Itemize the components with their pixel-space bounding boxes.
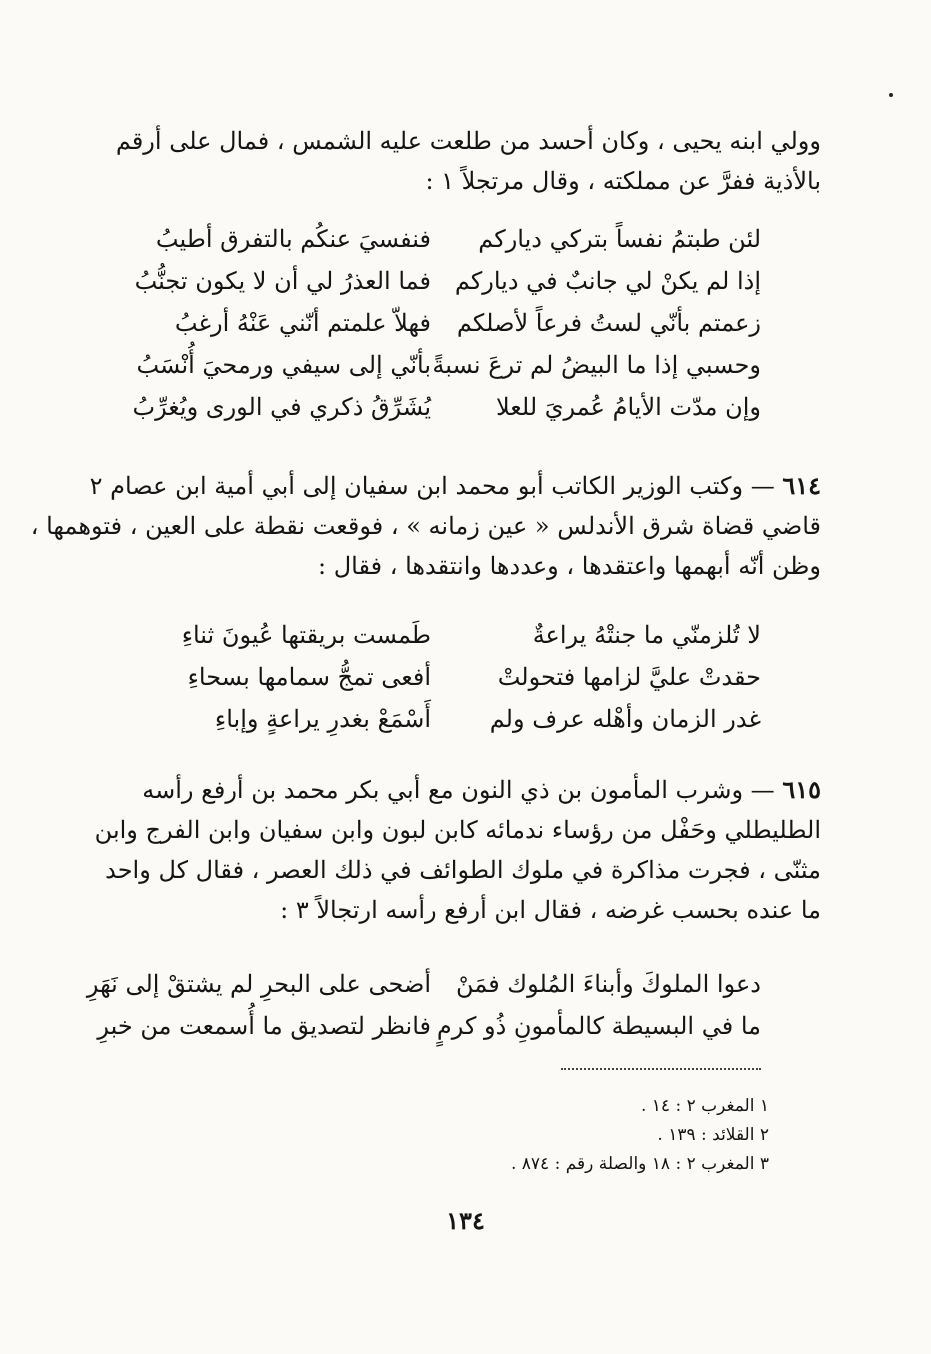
text-line: [89, 466, 821, 506]
text-line: ما عنده بحسب غرضه ، فقال ابن أرفع رأسه ارتجالاً ٣ :: [280, 896, 821, 924]
verse: [121, 302, 761, 344]
second-hemistich: طَمست بريقتها عُيونَ ثناءِ: [181, 621, 431, 649]
verse: [121, 614, 761, 656]
verse: [121, 218, 761, 260]
verse: [121, 698, 761, 740]
verse: [86, 963, 761, 1005]
poem-3: [86, 963, 761, 1047]
page-number: ١٣٤: [446, 1206, 485, 1235]
first-hemistich: ما في البسيطة كالمأمونِ ذُو كرمٍ: [436, 1012, 761, 1040]
footnote: ٢ القلائد : ١٣٩ .: [657, 1125, 769, 1145]
poem-1: [121, 218, 761, 428]
paragraph-614: [30, 466, 821, 586]
paragraph-intro: [101, 121, 821, 201]
second-hemistich: فما العذرُ لي أن لا يكون تجنُّبُ: [134, 267, 431, 295]
text-line: وولي ابنه يحيى ، وكان أحسد من طلعت عليه الشمس ، فمال على أرقم: [115, 127, 821, 155]
text-line: قاضي قضاة شرق الأندلس « عين زمانه » ، فوقعت نقطة على العين ، فتوهمها ،: [30, 512, 821, 540]
paragraph-615: [94, 770, 821, 930]
text-line: مثنّى ، فجرت مذاكرة في ملوك الطوائف في ذلك العصر ، فقال كل واحد: [105, 856, 821, 884]
first-hemistich: لئن طبتمُ نفساً بتركي دياركم: [478, 225, 761, 253]
footnote: ١ المغرب ٢ : ١٤ .: [640, 1096, 769, 1116]
first-hemistich: غدر الزمان وأهْله عرف ولم: [489, 705, 761, 733]
second-hemistich: أفعى تمجُّ سمامها بسحاءِ: [187, 663, 431, 691]
ink-speck: [889, 93, 893, 97]
first-hemistich: إذا لم يكنْ لي جانبٌ في دياركم: [454, 267, 761, 295]
second-hemistich: بأنّي إلى سيفي ورمحيَ أُنْسَبُ: [136, 351, 431, 379]
text-line-content: — وكتب الوزير الكاتب أبو محمد ابن سفيان إلى أبي أمية ابن عصام ٢: [89, 472, 775, 500]
verse: [121, 260, 761, 302]
footnotes: [369, 1092, 769, 1179]
first-hemistich: زعمتم بأنّي لستُ فرعاً لأصلكم: [456, 309, 761, 337]
second-hemistich: أضحى على البحرِ لم يشتقْ إلى نَهَرِ: [86, 970, 431, 998]
poem-2: [121, 614, 761, 740]
verse: [121, 344, 761, 386]
footnote-divider: [561, 1068, 761, 1070]
second-hemistich: فهلاّ علمتم أنّني عَنْهُ أرغبُ: [174, 309, 431, 337]
second-hemistich: فنفسيَ عنكُم بالتفرق أطيبُ: [155, 225, 431, 253]
verse: [97, 1005, 761, 1047]
first-hemistich: وإن مدّت الأيامُ عُمريَ للعلا: [495, 393, 761, 421]
second-hemistich: يُشَرِّقُ ذكري في الورى ويُغرِّبُ: [132, 393, 431, 421]
paragraph-number: ٦١٥: [782, 775, 821, 804]
text-line: وظن أنّه أبهمها واعتقدها ، وعددها وانتقدها ، فقال :: [317, 552, 821, 580]
verse: [121, 386, 761, 428]
first-hemistich: لا تُلزمنّي ما جنتْهُ يراعةٌ: [532, 621, 761, 649]
first-hemistich: دعوا الملوكَ وأبناءَ المُلوك فمَنْ: [456, 970, 761, 998]
text-line-content: — وشرب المأمون بن ذي النون مع أبي بكر محمد بن أرفع رأسه: [142, 776, 775, 804]
first-hemistich: حقدتْ عليَّ لزامها فتحولتْ: [497, 663, 761, 691]
text-line: بالأذية ففرَّ عن مملكته ، وقال مرتجلاً ١ :: [425, 167, 821, 195]
second-hemistich: أَسْمَعْ بغدرِ يراعةٍ وإباءِ: [214, 705, 431, 733]
text-line: الطليطلي وحَفْل من رؤساء ندمائه كابن لبون وابن سفيان وابن الفرج وابن: [94, 816, 821, 844]
first-hemistich: وحسبي إذا ما البيضُ لم ترعَ نسبةً: [432, 351, 761, 379]
verse: [121, 656, 761, 698]
second-hemistich: فانظر لتصديق ما أُسمعت من خبرِ: [97, 1012, 431, 1040]
paragraph-number: ٦١٤: [782, 471, 821, 500]
footnote: ٣ المغرب ٢ : ١٨ والصلة رقم : ٨٧٤ .: [510, 1154, 769, 1174]
text-line: [101, 770, 821, 810]
